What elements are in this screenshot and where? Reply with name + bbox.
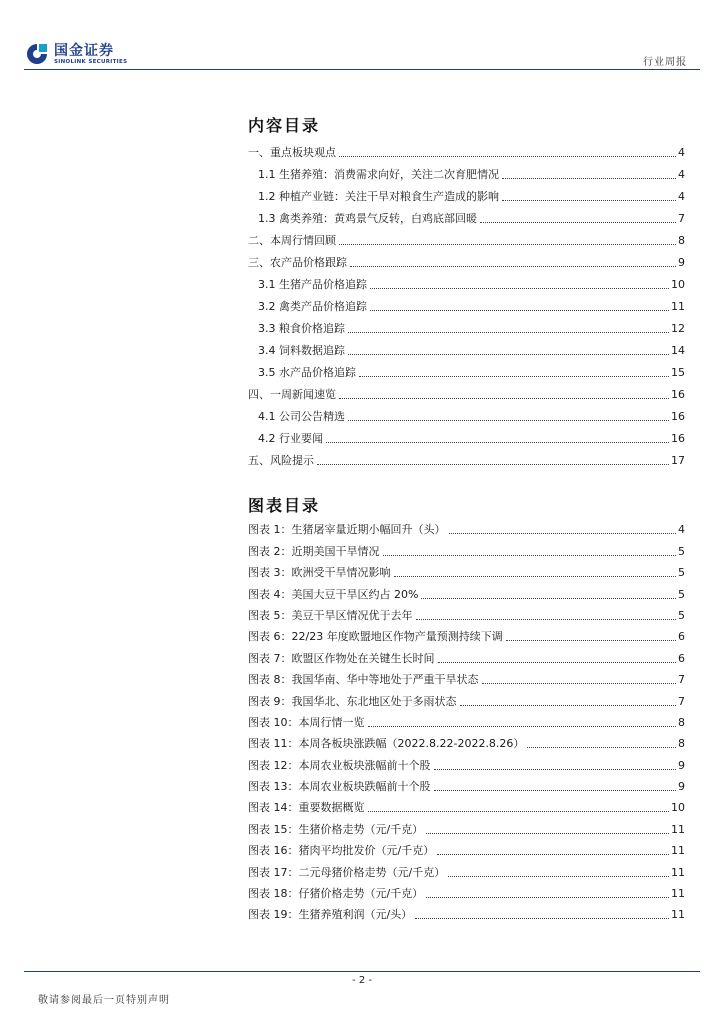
dot-leader xyxy=(350,266,676,267)
figure-entry-page: 9 xyxy=(678,758,685,772)
figure-entry-label: 图表 16：猪肉平均批发价（元/千克） xyxy=(248,844,435,858)
report-type-label: 行业周报 xyxy=(643,57,687,68)
toc-entry-page: 14 xyxy=(671,344,685,357)
dot-leader xyxy=(437,854,669,855)
toc-entry[interactable] xyxy=(248,424,685,446)
figure-entry[interactable] xyxy=(248,709,685,730)
dot-leader xyxy=(317,464,669,465)
toc-entry-page: 11 xyxy=(671,300,685,313)
toc-entry-label: 三、农产品价格跟踪 xyxy=(248,256,347,269)
figure-entry-label: 图表 6：22/23 年度欧盟地区作物产量预测持续下调 xyxy=(248,630,503,644)
dot-leader xyxy=(339,398,669,399)
toc-entry-label: 3.1 生猪产品价格追踪 xyxy=(258,278,367,291)
toc-entry-page: 12 xyxy=(671,322,685,335)
figure-entry-label: 图表 13：本周农业板块跌幅前十个股 xyxy=(248,780,431,794)
figure-entry-label: 图表 18：仔猪价格走势（元/千克） xyxy=(248,887,424,901)
figure-entry-page: 6 xyxy=(678,630,685,644)
dot-leader xyxy=(416,619,677,620)
figure-entry-label: 图表 14：重要数据概览 xyxy=(248,801,365,815)
toc-entry-label: 一、重点板块观点 xyxy=(248,146,336,159)
toc-entry-label: 3.2 禽类产品价格追踪 xyxy=(258,300,367,313)
figure-entry[interactable] xyxy=(248,602,685,623)
logo-english-name: SINOLINK SECURITIES xyxy=(54,58,128,65)
dot-leader xyxy=(415,918,669,919)
toc-entry-page: 9 xyxy=(678,256,685,269)
figure-entry[interactable] xyxy=(248,751,685,772)
figure-entry[interactable] xyxy=(248,794,685,815)
figure-entry-page: 8 xyxy=(678,715,685,729)
toc-entry[interactable] xyxy=(248,380,685,402)
figure-entry-label: 图表 3：欧洲受干旱情况影响 xyxy=(248,566,391,580)
toc-entry-label: 1.3 禽类养殖：黄鸡景气反转，白鸡底部回暖 xyxy=(258,212,477,225)
figure-entry-page: 11 xyxy=(671,865,685,879)
figure-entry[interactable] xyxy=(248,623,685,644)
toc-entry-label: 二、本周行情回顾 xyxy=(248,234,336,247)
figure-entry-label: 图表 15：生猪价格走势（元/千克） xyxy=(248,822,424,836)
disclaimer-text: 敬请参阅最后一页特别声明 xyxy=(38,995,170,1006)
figure-entry-label: 图表 8：我国华南、华中等地处于严重干旱状态 xyxy=(248,673,479,687)
figure-entry-page: 5 xyxy=(678,608,685,622)
dot-leader xyxy=(527,747,676,748)
toc-entry[interactable] xyxy=(248,358,685,380)
toc-entry-page: 16 xyxy=(671,432,685,445)
toc-entry-page: 4 xyxy=(678,146,685,159)
figure-entry-label: 图表 17：二元母猪价格走势（元/千克） xyxy=(248,865,446,879)
toc-entry[interactable] xyxy=(248,292,685,314)
dot-leader xyxy=(448,876,669,877)
figure-entry-page: 11 xyxy=(671,908,685,922)
figure-entry[interactable] xyxy=(248,880,685,901)
dot-leader xyxy=(434,790,677,791)
figure-entry-page: 6 xyxy=(678,651,685,665)
toc-entry-label: 1.1 生猪养殖：消费需求向好，关注二次育肥情况 xyxy=(258,168,499,181)
toc-entry-page: 17 xyxy=(671,454,685,467)
toc-entry[interactable] xyxy=(248,336,685,358)
figure-entry-page: 11 xyxy=(671,822,685,836)
dot-leader xyxy=(368,726,677,727)
figure-entry[interactable] xyxy=(248,516,685,537)
figure-entry[interactable] xyxy=(248,901,685,922)
table-of-contents xyxy=(248,138,685,468)
figure-entry-label: 图表 4：美国大豆干旱区约占 20% xyxy=(248,587,419,601)
toc-title: 内容目录 xyxy=(248,116,321,135)
figure-entry-page: 10 xyxy=(671,801,685,815)
figure-entry-label: 图表 11：本周各板块涨跌幅（2022.8.22-2022.8.26） xyxy=(248,737,525,751)
toc-entry-label: 3.3 粮食价格追踪 xyxy=(258,322,345,335)
toc-entry-page: 4 xyxy=(678,190,685,203)
company-logo xyxy=(26,40,127,68)
figure-entry-page: 4 xyxy=(678,523,685,537)
toc-entry-label: 四、一周新闻速览 xyxy=(248,388,336,401)
figure-entry-label: 图表 9：我国华北、东北地区处于多雨状态 xyxy=(248,694,457,708)
dot-leader xyxy=(438,662,677,663)
toc-entry[interactable] xyxy=(248,226,685,248)
toc-entry[interactable] xyxy=(248,248,685,270)
dot-leader xyxy=(460,705,677,706)
toc-entry-label: 1.2 种植产业链：关注干旱对粮食生产造成的影响 xyxy=(258,190,499,203)
figure-entry-page: 7 xyxy=(678,673,685,687)
toc-entry-page: 15 xyxy=(671,366,685,379)
figure-entry[interactable] xyxy=(248,580,685,601)
toc-entry[interactable] xyxy=(248,182,685,204)
dot-leader xyxy=(482,683,677,684)
figure-entry[interactable] xyxy=(248,815,685,836)
toc-entry-label: 4.2 行业要闻 xyxy=(258,432,323,445)
dot-leader xyxy=(426,897,669,898)
dot-leader xyxy=(421,598,676,599)
toc-entry-page: 16 xyxy=(671,410,685,423)
toc-entry[interactable] xyxy=(248,204,685,226)
dot-leader xyxy=(502,200,676,201)
dot-leader xyxy=(434,769,677,770)
figure-entry-label: 图表 5：美豆干旱区情况优于去年 xyxy=(248,608,413,622)
figure-entry-page: 11 xyxy=(671,844,685,858)
page-number: - 2 - xyxy=(352,975,372,986)
toc-entry[interactable] xyxy=(248,446,685,468)
figure-entry-label: 图表 2：近期美国干旱情况 xyxy=(248,544,380,558)
toc-entry-page: 7 xyxy=(678,212,685,225)
toc-entry[interactable] xyxy=(248,138,685,160)
figure-entry-label: 图表 19：生猪养殖利润（元/头） xyxy=(248,908,413,922)
toc-entry-label: 3.4 饲料数据追踪 xyxy=(258,344,345,357)
figure-entry-label: 图表 10：本周行情一览 xyxy=(248,715,365,729)
dot-leader xyxy=(370,310,669,311)
dot-leader xyxy=(449,533,677,534)
figure-entry-page: 7 xyxy=(678,694,685,708)
dot-leader xyxy=(359,376,669,377)
toc-entry[interactable] xyxy=(248,402,685,424)
dot-leader xyxy=(480,222,676,223)
dot-leader xyxy=(502,178,676,179)
figure-entry[interactable] xyxy=(248,858,685,879)
figure-entry[interactable] xyxy=(248,666,685,687)
figure-entry-page: 5 xyxy=(678,587,685,601)
dot-leader xyxy=(339,156,676,157)
figure-entry[interactable] xyxy=(248,837,685,858)
toc-entry[interactable] xyxy=(248,314,685,336)
dot-leader xyxy=(339,244,676,245)
toc-entry[interactable] xyxy=(248,270,685,292)
figure-entry[interactable] xyxy=(248,730,685,751)
dot-leader xyxy=(506,640,676,641)
figure-list xyxy=(248,516,685,922)
footer-divider xyxy=(24,971,700,972)
dot-leader xyxy=(368,811,670,812)
dot-leader xyxy=(348,420,669,421)
toc-entry-label: 五、风险提示 xyxy=(248,454,314,467)
dot-leader xyxy=(348,354,669,355)
header-divider xyxy=(24,69,700,70)
figure-entry-label: 图表 12：本周农业板块涨幅前十个股 xyxy=(248,758,431,772)
figure-entry[interactable] xyxy=(248,773,685,794)
figure-entry[interactable] xyxy=(248,537,685,558)
toc-entry-page: 16 xyxy=(671,388,685,401)
figure-entry-label: 图表 7：欧盟区作物处在关键生长时间 xyxy=(248,651,435,665)
dot-leader xyxy=(326,442,669,443)
figure-entry[interactable] xyxy=(248,644,685,665)
dot-leader xyxy=(394,576,677,577)
dot-leader xyxy=(426,833,669,834)
figure-entry[interactable] xyxy=(248,559,685,580)
dot-leader xyxy=(370,288,669,289)
toc-entry-label: 3.5 水产品价格追踪 xyxy=(258,366,356,379)
figure-entry-page: 8 xyxy=(678,737,685,751)
toc-entry-page: 10 xyxy=(671,278,685,291)
sinolink-logo-icon xyxy=(26,43,48,65)
figure-entry-page: 9 xyxy=(678,780,685,794)
dot-leader xyxy=(383,555,677,556)
toc-entry-page: 8 xyxy=(678,234,685,247)
page-header xyxy=(0,0,724,80)
figure-entry-page: 5 xyxy=(678,566,685,580)
toc-entry-page: 4 xyxy=(678,168,685,181)
figure-entry-page: 5 xyxy=(678,544,685,558)
toc-entry-label: 4.1 公司公告精选 xyxy=(258,410,345,423)
figure-entry[interactable] xyxy=(248,687,685,708)
figure-entry-label: 图表 1：生猪屠宰量近期小幅回升（头） xyxy=(248,523,446,537)
logo-chinese-name: 国金证券 xyxy=(54,42,114,59)
toc-entry[interactable] xyxy=(248,160,685,182)
figure-entry-page: 11 xyxy=(671,887,685,901)
dot-leader xyxy=(348,332,669,333)
figure-list-title: 图表目录 xyxy=(248,496,321,515)
